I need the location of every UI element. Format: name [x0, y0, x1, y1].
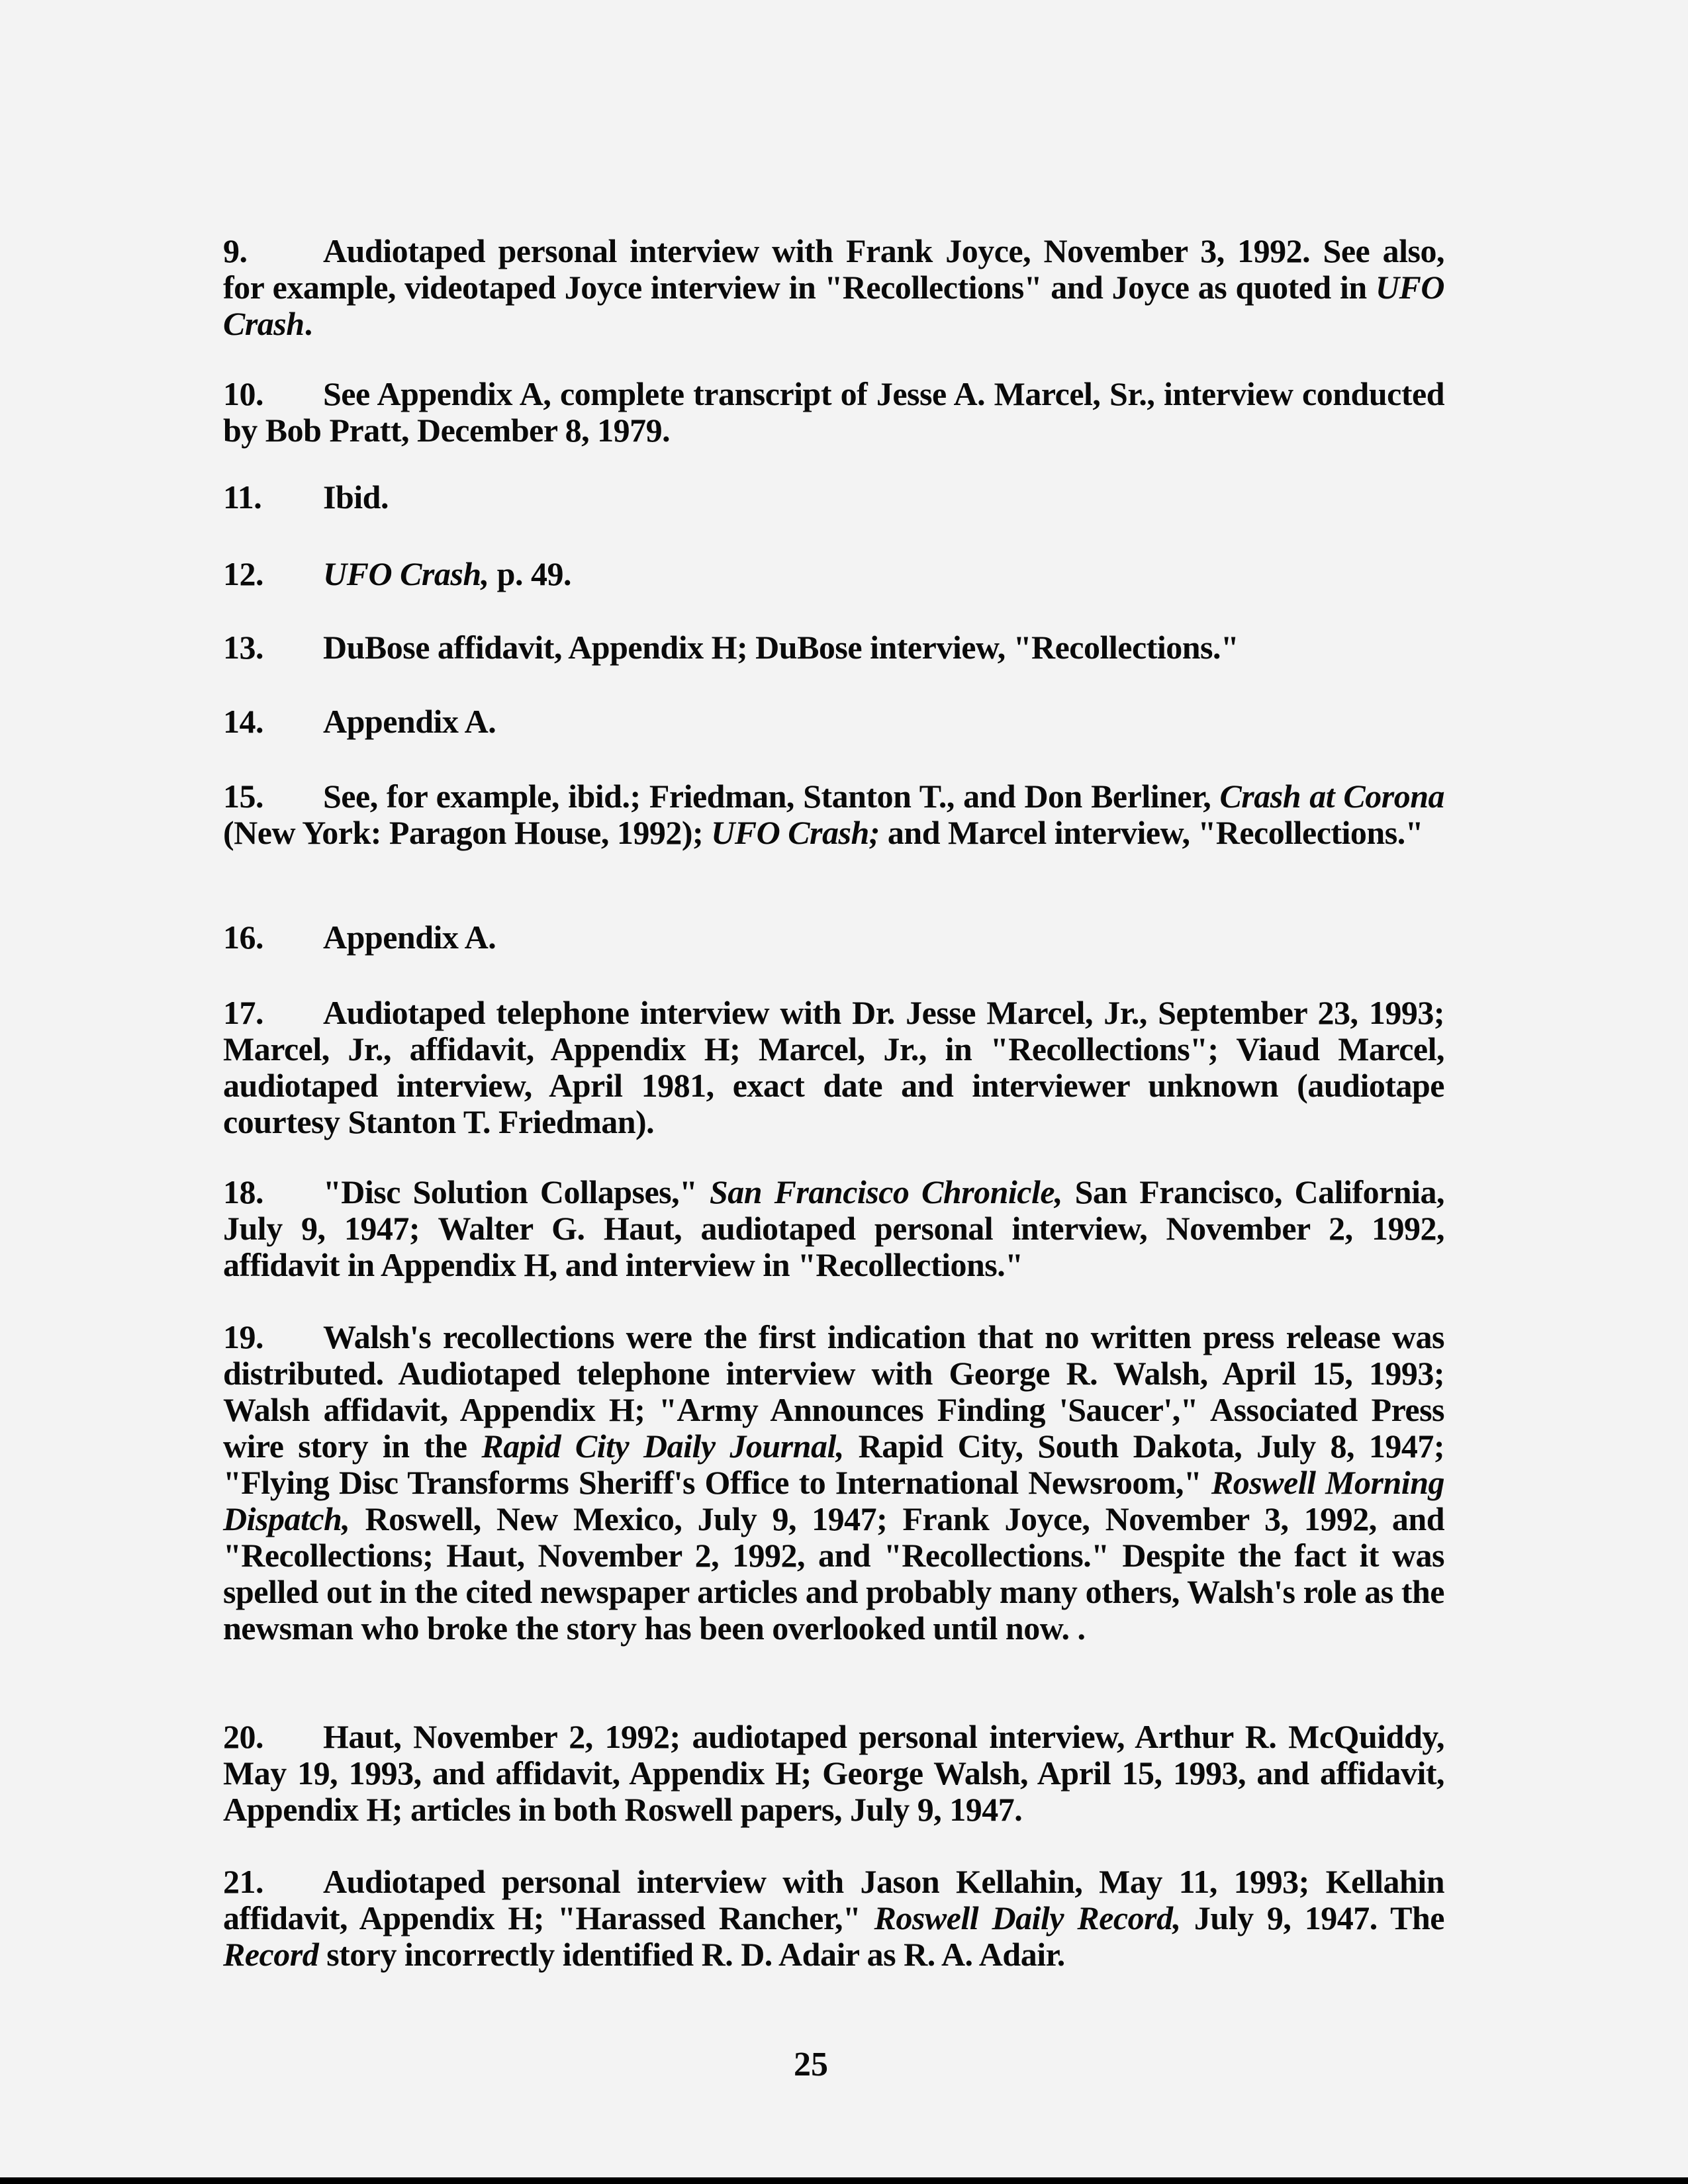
endnote-number: 10. [223, 375, 263, 412]
endnote-number: 16. [223, 919, 263, 956]
endnote-title-italic: Roswell Daily Record, [874, 1899, 1181, 1936]
endnote [223, 704, 1444, 740]
endnote [223, 1174, 1444, 1283]
endnote-text: p. 49. [489, 555, 571, 592]
endnote-number: 18. [223, 1173, 263, 1210]
endnote-number: 19. [223, 1318, 263, 1355]
endnote-number: 11. [223, 478, 262, 516]
endnote-text: Audiotaped personal interview with Jason Kellahin, May 11, 1993; Kellahin affidavit, Appendix H; "Harassed Rancher," [223, 1863, 1444, 1936]
endnote-text: San Francisco, California, July 9, 1947; Walter G. Haut, audiotaped personal interview, November 2, 1992, affidavit in Appendix H, and interview in "Recollections." [223, 1173, 1444, 1283]
endnote-title-italic: UFO Crash, [323, 555, 489, 592]
endnote-text: DuBose affidavit, Appendix H; DuBose interview, "Recollections." [323, 629, 1239, 666]
endnote-title-italic: UFO Crash; [711, 814, 880, 851]
endnote [223, 629, 1444, 666]
endnote-number: 15. [223, 778, 263, 815]
endnote [223, 479, 1444, 516]
endnote-text: . [304, 305, 312, 342]
endnote-text: Audiotaped telephone interview with Dr. Jesse Marcel, Jr., September 23, 1993; Marcel, Jr., affidavit, Appendix H; Marcel, Jr., in "Recollections"; Viaud Marcel, audiotaped interview, April 1981, exact date and interviewer unknown (audiotape courtesy Stanton T. Friedman). [223, 994, 1444, 1140]
endnote-text: Ibid. [323, 478, 389, 516]
endnote [223, 919, 1444, 956]
endnote-number: 13. [223, 629, 263, 666]
endnote-number: 12. [223, 555, 263, 592]
endnote-text: See Appendix A, complete transcript of Jesse A. Marcel, Sr., interview conducted by Bob Pratt, December 8, 1979. [223, 375, 1444, 449]
endnote-text: Haut, November 2, 1992; audiotaped personal interview, Arthur R. McQuiddy, May 19, 1993, and affidavit, Appendix H; George Walsh, April 15, 1993, and affidavit, Appendix H; articles in both Roswell papers, July 9, 1947. [223, 1718, 1444, 1828]
endnote-number: 14. [223, 703, 263, 740]
endnote-text: "Disc Solution Collapses," [323, 1173, 710, 1210]
endnote-text: Appendix A. [323, 919, 496, 956]
endnote-text: July 9, 1947. The [1180, 1899, 1444, 1936]
endnote-text: and Marcel interview, "Recollections." [879, 814, 1423, 851]
endnote [223, 376, 1444, 449]
endnote [223, 1864, 1444, 1973]
endnote [223, 778, 1444, 851]
endnote-text: Audiotaped personal interview with Frank Joyce, November 3, 1992. See also, for example, videotaped Joyce interview in "Recollections" and Joyce as quoted in [223, 232, 1444, 306]
page-number: 25 [794, 2046, 828, 2083]
endnote-text: Appendix A. [323, 703, 496, 740]
endnote-title-italic: Roswell Morning Dispatch, [223, 1464, 1445, 1537]
endnote-number: 20. [223, 1718, 263, 1755]
endnote-text: See, for example, ibid.; Friedman, Stanton T., and Don Berliner, [323, 778, 1220, 815]
endnote [223, 995, 1444, 1140]
endnote-text: Roswell, New Mexico, July 9, 1947; Frank Joyce, November 3, 1992, and "Recollections; Haut, November 2, 1992, and "Recollections." Despite the fact it was spelled out in the cited newspaper articles and probably many others, Walsh's role as the newsman who broke the story has been overlooked until now. . [223, 1500, 1444, 1647]
endnote-number: 9. [223, 232, 248, 269]
endnote-number: 21. [223, 1863, 263, 1900]
endnote-text: Walsh's recollections were the first indication that no written press release was distributed. Audiotaped telephone interview with George R. Walsh, April 15, 1993; Walsh affidavit, Appendix H; "Army Announces Finding 'Saucer'," Associated Press wire story in the [223, 1318, 1444, 1465]
endnote-text: (New York: Paragon House, 1992); [223, 814, 712, 851]
endnote [223, 1719, 1444, 1828]
endnote-text: Rapid City, South Dakota, July 8, 1947; "Flying Disc Transforms Sheriff's Office to International Newsroom," [223, 1428, 1444, 1501]
endnote-title-italic: Record [223, 1936, 319, 1973]
endnote [223, 1319, 1444, 1647]
endnote-text: story incorrectly identified R. D. Adair as R. A. Adair. [318, 1936, 1065, 1973]
endnote [223, 556, 1444, 592]
endnote [223, 233, 1444, 342]
endnote-title-italic: Rapid City Daily Journal, [481, 1428, 844, 1465]
endnote-title-italic: San Francisco Chronicle, [709, 1173, 1063, 1210]
scan-border [0, 2177, 1688, 2184]
endnote-number: 17. [223, 994, 263, 1031]
endnote-title-italic: UFO Crash [223, 269, 1444, 342]
endnote-title-italic: Crash at Corona [1219, 778, 1444, 815]
